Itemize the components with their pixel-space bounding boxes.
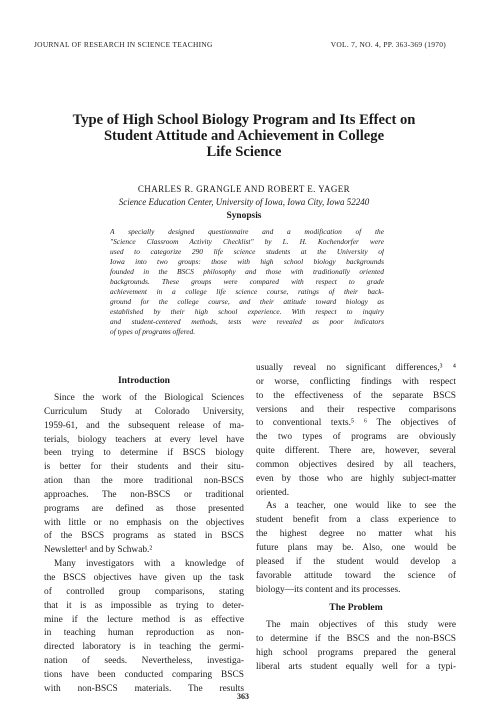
body-line: Curriculum Study at Colorado University, [44,406,244,417]
body-line: the BSCS objectives have given up the task [44,572,244,583]
body-line: usually reveal no significant differences,³ ⁴ [256,363,456,373]
body-line: favorable attitude toward the science of [256,570,456,581]
body-line: As a teacher, one would like to see the [266,501,456,512]
body-line: The main objectives of this study were [266,620,456,631]
body-line: to the effectiveness of the separate BSCS [256,390,456,401]
synopsis-line: backgrounds. These groups were compared with respect to grade [110,277,384,286]
body-line: biology—its content and its processes. [256,584,401,595]
body-line: with little or no emphasis on the objectives [44,517,244,528]
synopsis-heading: Synopsis [226,211,262,221]
body-line: high school programs prepared the general [256,648,456,659]
author-list: CHARLES R. GRANGLE AND ROBERT E. YAGER [137,184,351,194]
synopsis-line: A specially designed questionnaire and a modification of the [110,227,384,236]
page-number: 363 [237,692,249,701]
synopsis-line: "Science Classroom Activity Checklist" by L. H. Kochendorfer were [110,237,384,246]
synopsis-line: and student-centered methods, tests were revealed as poor indicators [110,317,384,326]
body-line: Many investigators with a knowledge of [54,559,244,570]
title-line: Type of High School Biology Program and Its Effect on [72,112,416,128]
body-line: to determine if the BSCS and the non-BSCS [256,634,456,645]
article-title [40,112,448,160]
title-line: Life Science [206,144,282,160]
body-line: mine if the lecture method is as effective [44,614,244,625]
body-line: student benefit from a class experience to [256,515,456,526]
synopsis-line: established by their high school experience. With respect to inquiry [110,307,384,316]
body-line: or worse, conflicting findings with respect [256,376,456,387]
body-line: liberal arts student equally well for a typi- [256,661,456,672]
synopsis-line: ground for the college course, and their attitude toward biology as [110,297,384,306]
section-heading-introduction: Introduction [117,375,171,386]
body-line: Since the work of the Biological Sciences [54,393,244,403]
body-line: even by those who are highly subject-matter [256,473,456,484]
body-line: versions and their respective comparisons [256,404,456,415]
synopsis-line: Iowa into two groups: those with high school biology backgrounds [110,257,384,266]
body-line: tions have been conducted comparing BSCS [44,669,244,680]
body-line: common objectives desired by all teachers, [256,459,456,470]
body-line: of controlled group comparisons, stating [44,586,244,597]
body-line: pleased if the student would develop a [256,556,456,567]
title-line: Student Attitude and Achievement in College [103,128,385,144]
body-line: programs are defined as those presented [44,503,244,514]
body-line: of the BSCS programs as stated in BSCS [44,531,244,542]
body-line: 1959-61, and the subsequent release of ma- [44,420,244,431]
body-line: the two types of programs are obviously [256,432,456,443]
body-line: with non-BSCS materials. The results [44,683,244,694]
body-line: future plans may be. Also, one would be [256,542,456,553]
left-column [44,370,244,697]
synopsis-line: of types of programs offered. [110,327,196,336]
running-header [34,40,446,49]
body-line: nation of seeds. Nevertheless, investiga- [44,656,244,667]
section-heading-problem: The Problem [329,602,383,614]
volume-citation: VOL. 7, NO. 4, PP. 363-369 (1970) [330,40,446,49]
synopsis-line: used to categorize 290 life science students at the University of [110,247,384,256]
body-line: oriented. [256,487,290,498]
body-line: approaches. The non-BSCS or traditional [44,489,244,500]
body-line: ation than the more traditional non-BSCS [44,476,244,487]
synopsis-line: founded in the BSCS philosophy and those with traditionally oriented [110,267,384,276]
right-column [256,362,456,675]
body-line: terials, biology teachers at every level have [44,434,244,445]
body-line: that it is as impossible as trying to deter- [44,600,244,611]
body-line: the highest degree no matter what his [256,529,456,540]
body-line: been trying to determine if BSCS biology [44,448,244,459]
body-line: to conventional texts.⁵ ⁶ The objectives of [256,418,456,429]
journal-name: JOURNAL OF RESEARCH IN SCIENCE TEACHING [34,40,213,49]
affiliation: Science Education Center, University of Iowa, Iowa City, Iowa 52240 [118,197,370,207]
body-line: in teaching human reproduction as non- [44,628,244,639]
synopsis-line: achievement in a college life science course, ratings of their back- [110,287,384,296]
synopsis-text [110,227,384,337]
body-line: directed laboratory is in teaching the germi- [44,642,244,653]
body-line: is better for their students and their situ- [44,462,244,473]
body-line: Newsletter¹ and by Schwab.² [44,545,153,556]
body-line: quite different. There are, however, several [256,446,456,457]
